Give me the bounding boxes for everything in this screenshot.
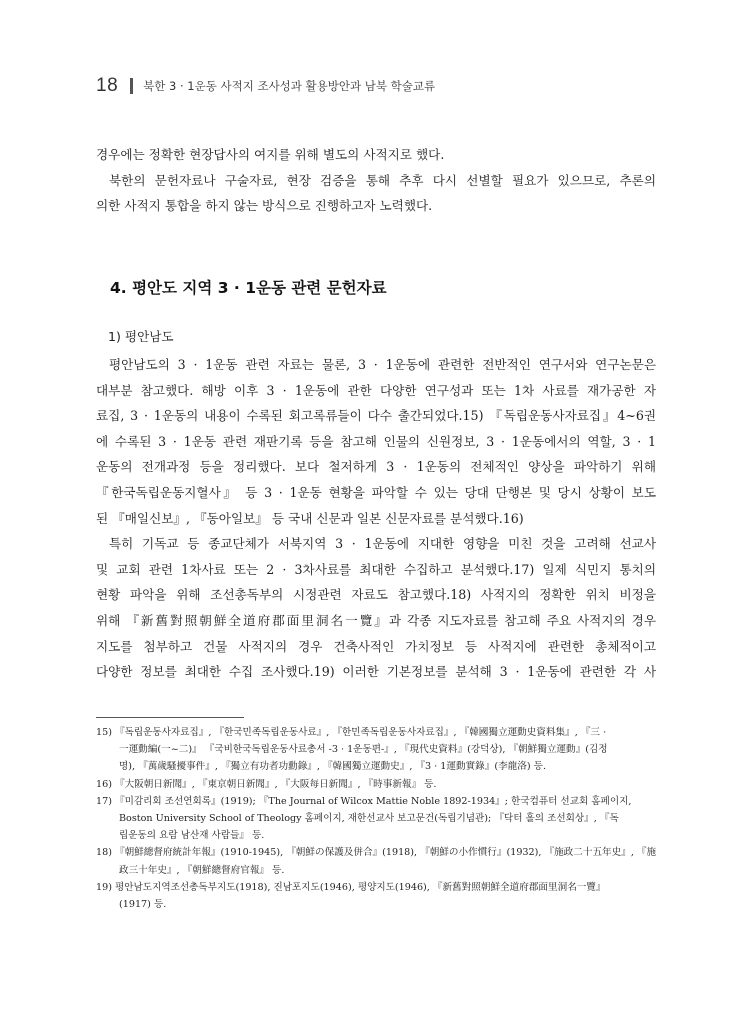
text-line: 대부분 참고했다. 해방 이후 3 · 1운동에 관한 다양한 연구성과 또는 1차 사료를 재가공한 자: [96, 382, 656, 398]
footnote-line: 19) 평안남도지역조선총독부지도(1918), 진남포지도(1946), 평양지도(1946), 『新舊對照朝鮮全道府郡面里洞名一覽』: [96, 881, 606, 893]
footnote-line: 명), 『萬歲騷擾事件』, 『獨立有功者功勳錄』, 『韓國獨立運動史』, 『3 · 1運動實錄』(李龍洛) 등.: [119, 761, 546, 773]
footnote-divider: [96, 717, 244, 718]
text-line: 현황 파악을 위해 조선총독부의 시정관련 자료도 참고했다.18) 사적지의 정확한 위치 비정을: [96, 587, 656, 603]
text-line: 및 교회 관련 1차사료 또는 2 · 3차사료를 최대한 수집하고 분석했다.17) 일제 식민지 통치의: [96, 561, 656, 577]
text-line: 북한의 문헌자료나 구술자료, 현장 검증을 통해 추후 다시 선별할 필요가 있으므로, 추론의: [109, 172, 656, 188]
footnote-line: Boston University School of Theology 홈페이지, 재한선교사 보고문건(독립기념관); 『닥터 홀의 조선회상』, 『독: [119, 812, 619, 824]
text-line: 위해 『新舊對照朝鮮全道府郡面里洞名一覽』과 각종 지도자료를 참고해 주요 사적지의 경우: [96, 612, 656, 628]
footnote-line: 15) 『독립운동사자료집』, 『한국민족독립운동사료』, 『한민족독립운동사자료집』, 『韓國獨立運動史資料集』, 『三 ·: [96, 727, 607, 738]
text-line: 지도를 첨부하고 건물 사적지의 경우 건축사적인 가치정보 등 사적지에 관련한 총체적이고: [96, 638, 656, 654]
text-line: 평안남도의 3 · 1운동 관련 자료는 물론, 3 · 1운동에 관련한 전반적인 연구서와 연구논문은: [109, 357, 656, 372]
running-header: [96, 74, 435, 98]
page-number: 18: [96, 75, 119, 96]
text-line: 운동의 전개과정 등을 정리했다. 보다 철저하게 3 · 1운동의 전체적인 양상을 파악하기 위해: [96, 459, 656, 475]
footnote-line: 립운동의 요람 남산재 사람들』 등.: [119, 830, 265, 842]
text-line: 『한국독립운동지혈사』 등 3 · 1운동 현황을 파악할 수 있는 당대 단행본 및 당시 상황이 보도: [96, 484, 656, 500]
text-line: 에 수록된 3 · 1운동 관련 재판기록 등을 참고해 인물의 신원정보, 3 · 1운동에서의 역할, 3 · 1: [96, 433, 656, 449]
footnote-line: 18) 『朝鮮總督府統計年報』(1910-1945), 『朝鮮の保護及併合』(1918), 『朝鮮の小作慣行』(1932), 『施政二十五年史』, 『施: [96, 847, 656, 859]
text-line: 료집, 3 · 1운동의 내용이 수록된 회고록류들이 다수 출간되었다.15) 『독립운동사자료집』4~6권: [96, 408, 656, 424]
footnotes: [96, 724, 656, 913]
footnote-line: (1917) 등.: [119, 898, 167, 910]
running-title: 북한 3 · 1운동 사적지 조사성과 활용방안과 남북 학술교류: [143, 79, 436, 93]
intro-paragraph: [96, 142, 656, 219]
text-line: 경우에는 정확한 현장답사의 여지를 위해 별도의 사적지로 했다.: [96, 147, 445, 162]
header-divider-bar: [130, 78, 133, 94]
footnote-line: 政三十年史』, 『朝鮮總督府官報』 등.: [119, 864, 285, 876]
section-heading: 4. 평안도 지역 3 · 1운동 관련 문헌자료: [110, 279, 387, 297]
footnote-line: 17) 『미감리회 조선연회록』(1919); 『The Journal of Wilcox Mattie Noble 1892-1934』; 한국컴퓨터 선교회 홈페이지,: [96, 795, 632, 807]
footnote-line: 16) 『大阪朝日新聞』, 『東京朝日新聞』, 『大阪每日新聞』, 『時事新報』 등.: [96, 778, 437, 790]
text-line: 된 『매일신보』, 『동아일보』 등 국내 신문과 일본 신문자료를 분석했다.16): [96, 510, 524, 526]
text-line: 의한 사적지 통합을 하지 않는 방식으로 진행하고자 노력했다.: [96, 198, 433, 214]
text-line: 다양한 정보를 최대한 수집 조사했다.19) 이러한 기본정보를 분석해 3 · 1운동에 관련한 각 사: [96, 664, 656, 680]
main-paragraph: [96, 352, 656, 685]
text-line: 특히 기독교 등 종교단체가 서북지역 3 · 1운동에 지대한 영향을 미친 것을 고려해 선교사: [109, 536, 656, 552]
footnote-line: 一運動編(一~二)』 『국비한국독립운동사료총서 -3 · 1운동편-』, 『現代史資料』(강덕상), 『朝鮮獨立運動』(김정: [119, 744, 608, 756]
subsection-heading: 1) 평안남도: [108, 329, 174, 344]
